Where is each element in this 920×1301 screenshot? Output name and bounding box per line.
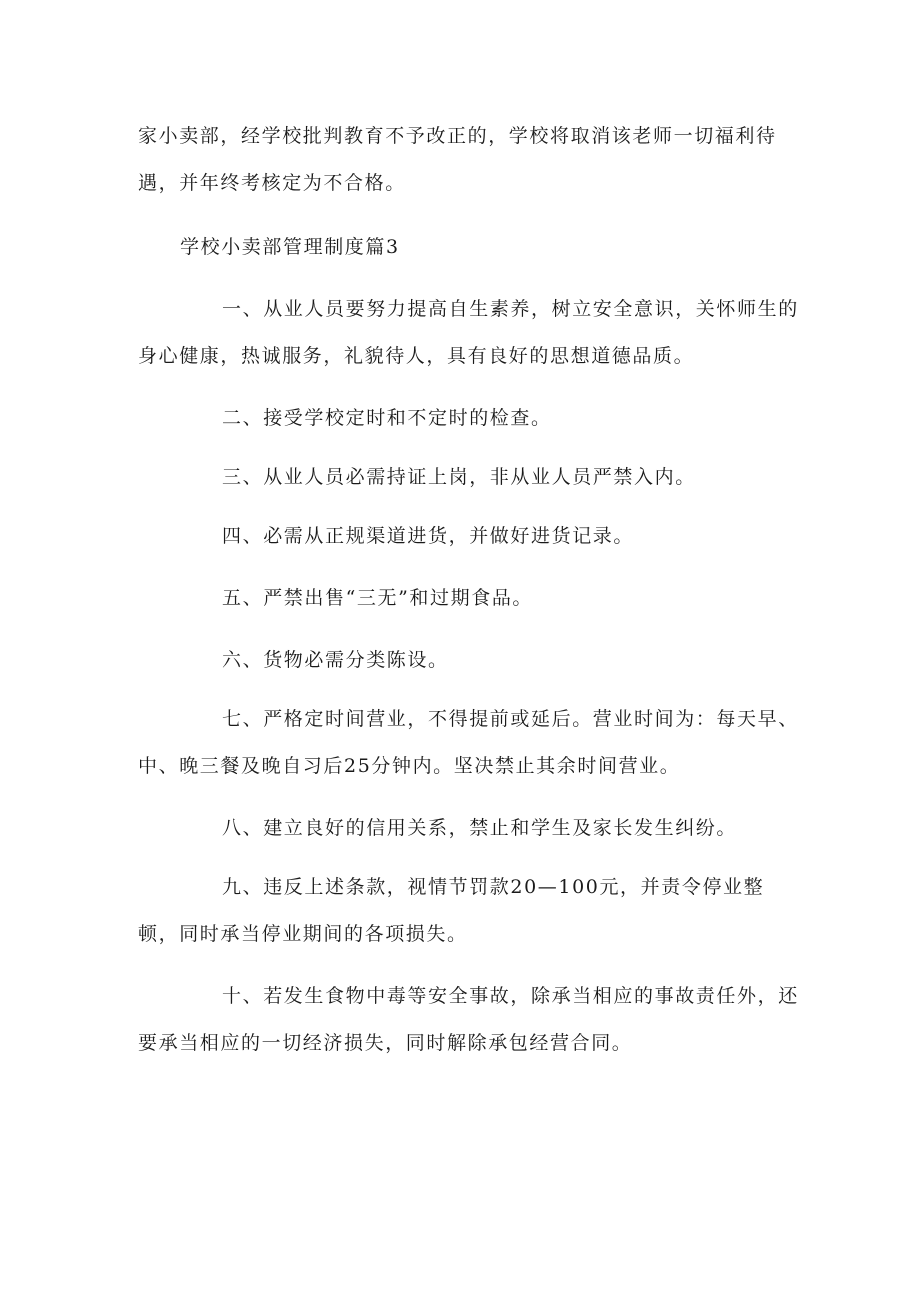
item-7-line-1: 七、严格定时间营业，不得提前或延后。营业时间为：每天早、 bbox=[222, 708, 799, 730]
intro-line-1: 家小卖部，经学校批判教育不予改正的，学校将取消该老师一切福利待 bbox=[138, 125, 777, 147]
intro-line-2: 遇，并年终考核定为不合格。 bbox=[138, 172, 406, 194]
item-9-line-1: 九、违反上述条款，视情节罚款20—100元，并责令停业整 bbox=[222, 876, 765, 898]
item-6: 六、货物必需分类陈设。 bbox=[222, 649, 449, 671]
item-7-line-2: 中、晚三餐及晚自习后25分钟内。坚决禁止其余时间营业。 bbox=[138, 755, 681, 777]
item-1-line-2: 身心健康，热诚服务，礼貌待人，具有良好的思想道德品质。 bbox=[138, 345, 695, 367]
item-9-line-2: 顿，同时承当停业期间的各项损失。 bbox=[138, 923, 468, 945]
item-2: 二、接受学校定时和不定时的检查。 bbox=[222, 407, 552, 429]
item-10-line-1: 十、若发生食物中毒等安全事故，除承当相应的事故责任外，还 bbox=[222, 985, 799, 1007]
section-heading: 学校小卖部管理制度篇3 bbox=[180, 236, 400, 258]
item-1-line-1: 一、从业人员要努力提高自生素养，树立安全意识，关怀师生的 bbox=[222, 298, 799, 320]
item-5: 五、严禁出售“三无”和过期食品。 bbox=[222, 587, 534, 609]
item-3: 三、从业人员必需持证上岗，非从业人员严禁入内。 bbox=[222, 466, 696, 488]
item-8: 八、建立良好的信用关系，禁止和学生及家长发生纠纷。 bbox=[222, 817, 738, 839]
item-4: 四、必需从正规渠道进货，并做好进货记录。 bbox=[222, 525, 635, 547]
item-10-line-2: 要承当相应的一切经济损失，同时解除承包经营合同。 bbox=[138, 1032, 633, 1054]
